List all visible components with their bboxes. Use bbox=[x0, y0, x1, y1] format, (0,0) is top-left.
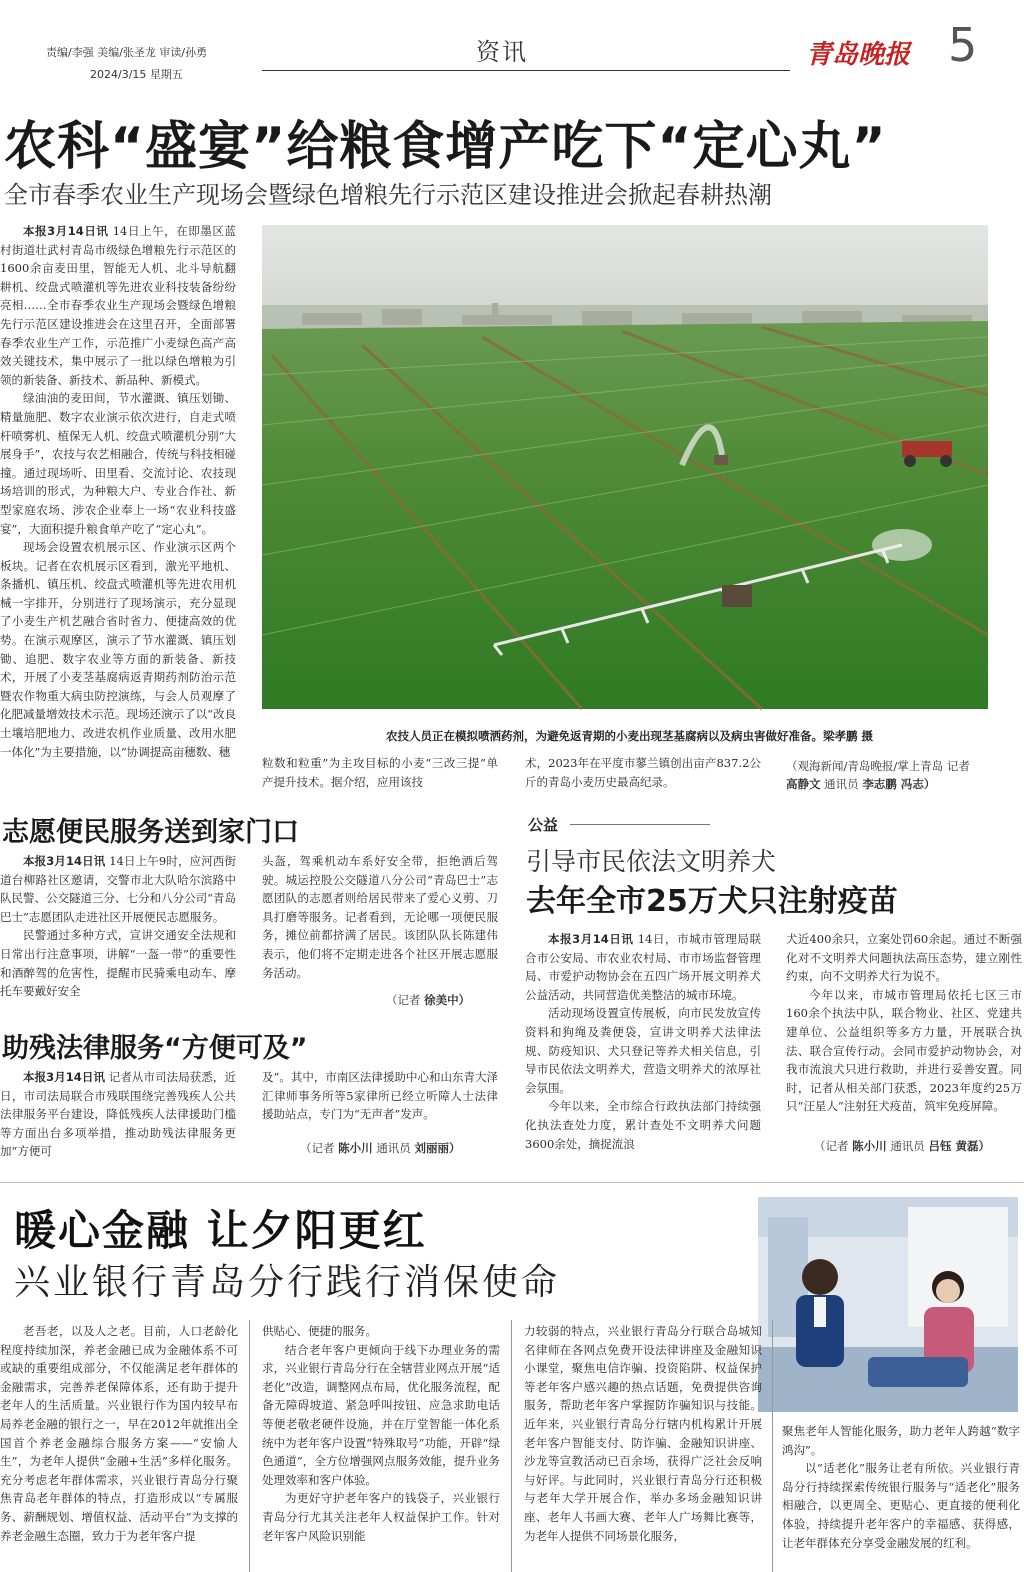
volunteer-headline: 志愿便民服务送到家门口 bbox=[2, 817, 299, 848]
finance-column-2: 供贴心、便捷的服务。 结合老年客户更倾向于线下办理业务的需求，兴业银行青岛分行在全辖营业网点开展“适老化”改造，调整网点布局，优化服务流程，配备无障碍坡道、紧急呼叫按钮、应急求助电话等便老敬老硬件设施，并在厅堂智能一体化系统中为老年客户设置“特殊取号”功能，开辟“绿色通道”，全方位增强网点服务效能，提升业务处理效率和客户体验。 为更好守护老年客户的钱袋子，兴业银行青岛分行尤其关注老年人权益保护工作。针对老年客户风险识别能 bbox=[262, 1324, 500, 1543]
column-rule-2 bbox=[511, 1320, 512, 1572]
lead-column-3-tail: 术，2023年在平度市蓼兰镇创出亩产837.2公斤的青岛小麦历史最高纪录。 bbox=[525, 756, 761, 789]
bank-service-illustration bbox=[758, 1197, 1018, 1412]
legal-headline: 助残法律服务“方便可及” bbox=[2, 1033, 308, 1064]
column-rule-3 bbox=[772, 1320, 773, 1572]
legal-column-2: 及”。其中，市南区法律援助中心和山东青大泽汇律师事务所等5家律所已经立听障人士法律援助站点，专门为“无声者”发声。 bbox=[262, 1070, 498, 1122]
lead-column-1: 本报3月14日讯 14日上午，在即墨区蓝村街道壮武村青岛市级绿色增粮先行示范区的1600余亩麦田里，智能无人机、北斗导航翻耕机、绞盘式喷灌机等先进农业科技装备纷纷亮相……全市春季农业生产现场会暨绿色增粮先行示范区建设推进会在这里召开，全面部署春季农业生产工作，示范推广小麦绿色高产高效关键技术，集中展示了一批以绿色增粮为引领的新装备、新技术、新品种、新模式。 绿油油的麦田间，节水灌溉、镇压划锄、精量施肥、数字农业演示依次进行，自走式喷杆喷雾机、植保无人机、绞盘式喷灌机分别“大展身手”，农技与农艺相融合，传统与科技相碰撞。通过现场听、田里看、交流讨论、农技现场培训的形式，为种粮大户、专业合作社、新型家庭农场、涉农企业奉上一场“农业科技盛宴”，大面积提升粮食单产吃了“定心丸”。 现场会设置农机展示区、作业演示区两个板块。记者在农机展示区看到，激光平地机、条播机、镇压机、绞盘式喷灌机等先进农用机械一字排开，分别进行了现场演示，充分显现了小麦生产机艺融合省时省力、便捷高效的优势。在演示观摩区，演示了节水灌溉、镇压划锄、追肥、数字农业等方面的新装备、新技术，开展了小麦茎基腐病返青期药剂防治示范暨农作物重大病虫防控演练，与会人员观摩了化肥减量增效技术示范。现场还演示了以“改良土壤培肥地力、改进农机作业质量、改用水肥一体化”为主要措施，以“协调提高亩穗数、穗 bbox=[0, 224, 236, 759]
volunteer-column-1: 本报3月14日讯 14日上午9时，应河西街道台柳路社区邀请，交警市北大队哈尔滨路中队民警、公交隧道三分、七分和八分公司“青岛巴士”志愿团队走进社区开展便民志愿服务。 民警通过多种方式，宣讲交通安全法规和日常出行注意事项，讲解“一盔一带”的重要性和酒醉驾的危害性，提醒市民骑乘电动车、摩托车要戴好安全 bbox=[0, 854, 237, 999]
lead-dateline: 本报3月14日讯 bbox=[23, 224, 109, 238]
column-rule-1 bbox=[249, 1320, 250, 1572]
lead-headline: 农科“盛宴”给粮食增产吃下“定心丸” bbox=[4, 117, 887, 177]
lead-column-2-tail: 粒数和粒重”为主攻目标的小麦“三改三提”单产提升技术。据介绍，应用该技 bbox=[262, 756, 498, 789]
lead-credit: （观海新闻/青岛晚报/掌上青岛 记者 bbox=[786, 759, 970, 773]
wheat-field-illustration bbox=[262, 225, 988, 709]
volunteer-byline: （记者 徐美中） bbox=[386, 993, 471, 1007]
bank-service-photo bbox=[758, 1197, 1018, 1412]
finance-subhead: 兴业银行青岛分行践行消保使命 bbox=[14, 1262, 561, 1303]
legal-byline: （记者 陈小川 通讯员 刘丽丽） bbox=[300, 1141, 461, 1155]
section-label: 资讯 bbox=[476, 38, 528, 66]
volunteer-column-2: 头盔，驾乘机动车系好安全带，拒绝酒后驾驶。城运控股公交隧道八分公司“青岛巴士”志愿团队的志愿者则给居民带来了爱心义剪、刀具打磨等服务。记者看到，无论哪一项便民服务，摊位前都挤满了居民。该团队队长陈建伟表示，他们将不定期走进各个社区开展志愿服务活动。 bbox=[262, 854, 498, 980]
lead-subhead: 全市春季农业生产现场会暨绿色增粮先行示范区建设推进会掀起春耕热潮 bbox=[4, 181, 772, 209]
page-number: 5 bbox=[948, 18, 978, 72]
pet-column-1: 本报3月14日讯 14日，市城市管理局联合市公安局、市农业农村局、市市场监督管理局、市爱护动物协会在五四广场开展文明养犬公益活动，共同营造优美整洁的城市环境。 活动现场设置宣传展板，向市民发放宣传资料和狗绳及粪便袋，宣讲文明养犬法律法规、防疫知识、犬只登记等养犬相关信息，引导市民依法文明养犬，营造文明养犬的浓厚社会氛围。 今年以来，全市综合行政执法部门持续强化执法查处力度，累计查处不文明养犬问题3600余处，摘捉流浪 bbox=[525, 932, 761, 1151]
pet-subhead: 引导市民依法文明养犬 bbox=[526, 847, 777, 876]
pet-column-2: 犬近400余只，立案处罚60余起。通过不断强化对不文明养犬问题执法高压态势，建立刚性约束，向不文明养犬行为说不。 今年以来，市城市管理局依托七区三市160余个执法中队，联合物业、社区、党建共建单位、公益组织等多方力量，开展联合执法、联合宣传行动。会同市爱护动物协会，对我市流浪犬只进行救助，并进行妥善安置。同时，记者从相关部门获悉，2023年度约25万只“汪星人”注射狂犬疫苗，筑牢免疫屏障。 bbox=[786, 932, 1022, 1114]
issue-date: 2024/3/15 星期五 bbox=[90, 68, 183, 81]
wheat-field-photo bbox=[262, 225, 988, 709]
pet-headline: 去年全市25万犬只注射疫苗 bbox=[526, 884, 898, 919]
lead-credit-line-2: 高静文 通讯员 李志鹏 冯志） bbox=[786, 777, 936, 791]
finance-column-4: 聚焦老年人智能化服务，助力老年人跨越“数字鸿沟”。 以“适老化”服务让老有所依。兴业银行青岛分行持续探索传统银行服务与“适老化”服务相融合，以更周全、更贴心、更直接的便利化体验，持续提升老年客户的幸福感、获得感，让老年群体充分享受金融发展的红利。 bbox=[782, 1424, 1020, 1550]
pet-kicker: 公益 bbox=[528, 816, 559, 834]
finance-column-1: 老吾老，以及人之老。目前，人口老龄化程度持续加深，养老金融已成为金融体系不可或缺的重要组成部分，不仅能满足老年群体的金融需求，完善养老保障体系，还有助于提升老年人的生活质量。兴业银行作为国内较早布局养老金融的银行之一，早在2012年就推出全国首个养老金融综合服务方案——“安愉人生”，为老年人提供“金融+生活”多样化服务。充分考虑老年群体需求，兴业银行青岛分行聚焦青岛老年群体的特点，打造形成以“专属服务、薪酬规划、增值权益、活动平台”为支撑的养老金融生态圈，致力于为老年客户提 bbox=[0, 1324, 238, 1543]
section-divider bbox=[0, 1182, 1024, 1183]
finance-column-3: 力较弱的特点，兴业银行青岛分行联合岛城知名律师在各网点免费开设法律讲座及金融知识小课堂，聚焦电信诈骗、投资陷阱、权益保护等老年客户感兴趣的热点话题，免费提供咨询服务，帮助老年客户掌握防诈骗知识与技能。近年来，兴业银行青岛分行辖内机构累计开展老年客户智能支付、防诈骗、金融知识讲座、沙龙等宣教活动已百余场，获得广泛社会反响与好评。与此同时，兴业银行青岛分行还积极与老年大学开展合作，举办多场金融知识讲座、老年人书画大赛、老年人广场舞比赛等，为老年人提供不同场景化服务， bbox=[524, 1324, 762, 1543]
newspaper-brand-logo: 青岛晚报 bbox=[806, 40, 911, 70]
masthead-rule bbox=[262, 70, 790, 71]
kicker-rule bbox=[570, 824, 710, 825]
finance-headline: 暖心金融 让夕阳更红 bbox=[14, 1206, 427, 1255]
photo-caption: 农技人员正在模拟喷洒药剂，为避免返青期的小麦出现茎基腐病以及病虫害做好准备。梁孝鹏 摄 bbox=[386, 729, 873, 743]
pet-byline: （记者 陈小川 通讯员 吕钰 黄磊） bbox=[814, 1139, 990, 1153]
legal-column-1: 本报3月14日讯 记者从市司法局获悉，近日，市司法局联合市残联围绕完善残疾人公共法律服务平台建设，降低残疾人法律援助门槛等方面出台多项举措，推动助残法律服务更加“方便可 bbox=[0, 1070, 237, 1159]
editors-line: 责编/李强 美编/张圣龙 审读/孙勇 bbox=[46, 46, 208, 59]
